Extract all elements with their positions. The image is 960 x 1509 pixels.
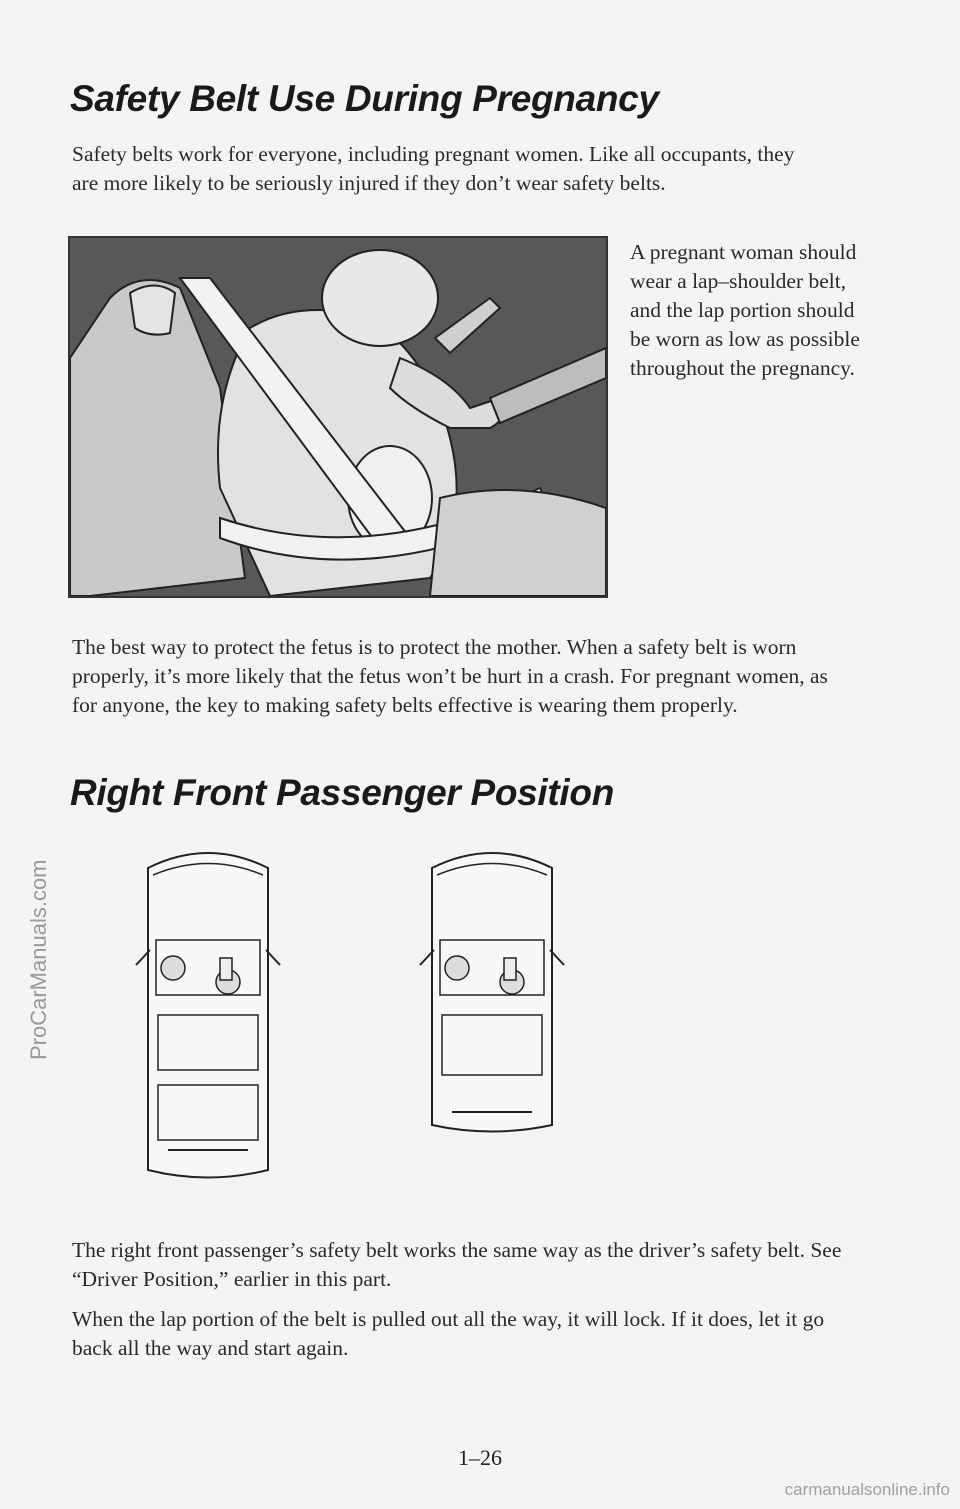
van-diagram-seating-2 <box>412 840 572 1140</box>
section-heading-right-front-passenger: Right Front Passenger Position <box>70 772 614 813</box>
lap-belt-lock-paragraph: When the lap portion of the belt is pulled out all the way, it will lock. If it does, let it go back all the way and start again. <box>72 1307 825 1360</box>
pregnant-woman-illustration <box>68 236 608 598</box>
intro-paragraph: Safety belts work for everyone, including pregnant women. Like all occupants, they are more likely to be seriously injured if they don’t wear safety belts. <box>72 142 795 195</box>
passenger-belt-paragraph: The right front passenger’s safety belt works the same way as the driver’s safety belt. See “Driver Position,” earlier in this part. <box>72 1238 842 1291</box>
fetus-protection-paragraph: The best way to protect the fetus is to protect the mother. When a safety belt is worn properly, it’s more likely that the fetus won’t be hurt in a crash. For pregnant women, as for anyone, the key to making safety belts effective is wearing them properly. <box>72 635 828 717</box>
van-diagram-seating-1 <box>128 840 288 1185</box>
section-heading-pregnancy: Safety Belt Use During Pregnancy <box>70 78 659 119</box>
page-number: 1–26 <box>458 1445 502 1470</box>
pregnant-woman-drawing <box>70 238 606 596</box>
side-note-text: A pregnant woman should wear a lap–shoulder belt, and the lap portion should be worn as low as possible throughout the pregnancy. <box>630 240 860 380</box>
footer-url: carmanualsonline.info <box>784 1480 950 1499</box>
watermark-text: ProCarManuals.com <box>26 859 51 1060</box>
